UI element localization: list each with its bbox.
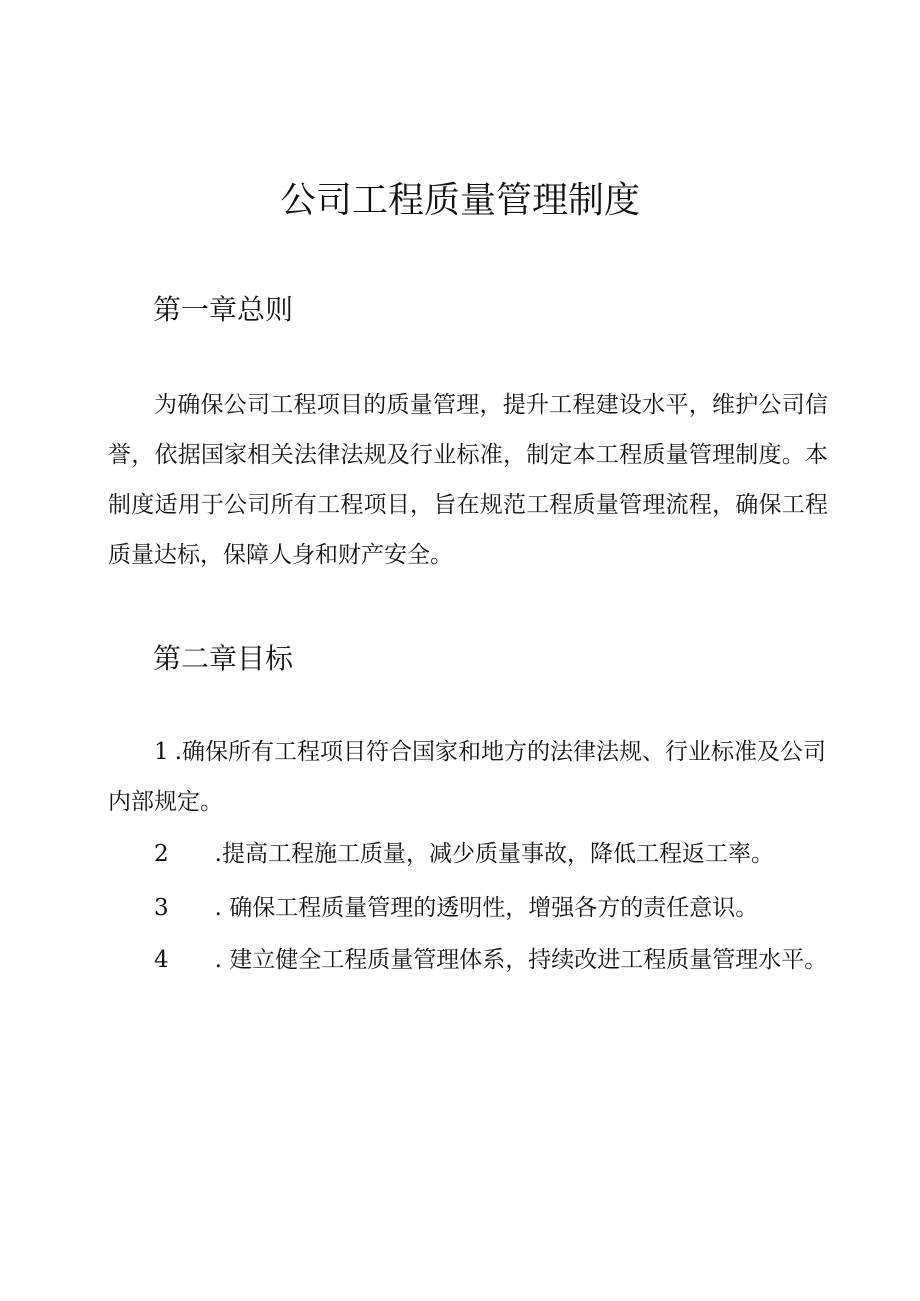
chapter-1-heading: 第一章总则 <box>153 293 294 326</box>
goal-item-4-text: . 建立健全工程质量管理体系，持续改进工程质量管理水平。 <box>214 947 828 973</box>
chapter-2-heading: 第二章目标 <box>153 642 294 675</box>
goal-item-1 <box>108 727 828 827</box>
goal-item-3 <box>108 883 828 933</box>
goal-item-2-text: .提高工程施工质量，减少质量事故，降低工程返工率。 <box>214 841 774 867</box>
goal-item-3-number: 3 <box>154 895 169 921</box>
goal-item-4 <box>108 935 828 985</box>
chapter-1-paragraph: 为确保公司工程项目的质量管理，提升工程建设水平，维护公司信誉，依据国家相关法律法规及行业标准，制定本工程质量管理制度。本制度适用于公司所有工程项目，旨在规范工程质量管理流程，确保工程质量达标，保障人身和财产安全。 <box>108 392 828 568</box>
goal-item-1-number: 1 <box>154 739 169 765</box>
document-title: 公司工程质量管理制度 <box>279 180 640 221</box>
goal-item-2 <box>108 829 828 879</box>
goal-item-4-number: 4 <box>154 947 169 973</box>
goal-item-2-number: 2 <box>154 841 169 867</box>
goal-item-3-text: . 确保工程质量管理的透明性，增强各方的责任意识。 <box>214 895 759 921</box>
goal-item-1-text: .确保所有工程项目符合国家和地方的法律法规、行业标准及公司内部规定。 <box>108 739 826 815</box>
